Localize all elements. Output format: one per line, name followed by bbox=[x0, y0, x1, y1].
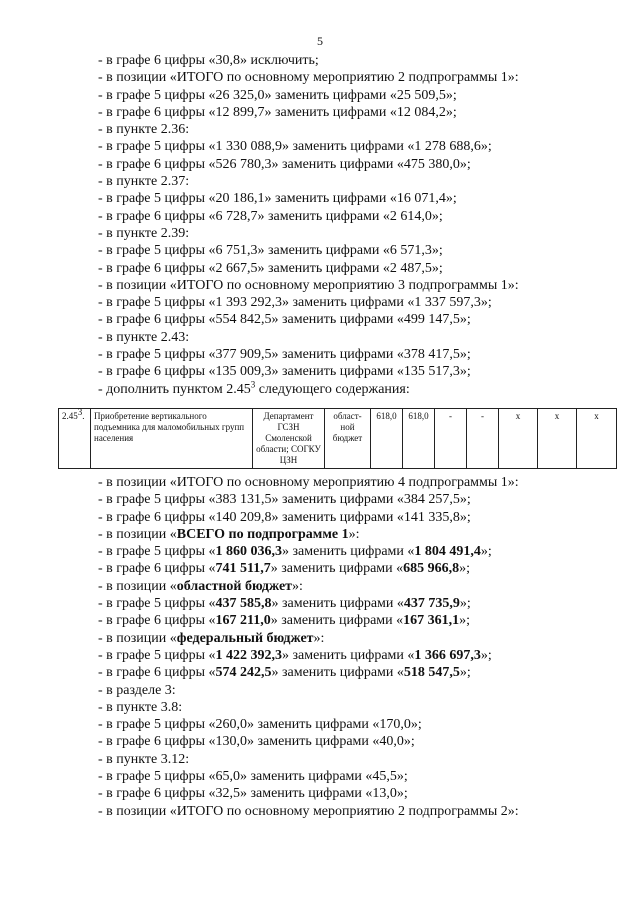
cell-indicator3: x bbox=[577, 409, 617, 469]
text-line: - в позиции «областной бюджет»: bbox=[98, 578, 303, 594]
text-line: - в графе 5 цифры «1 330 088,9» заменить цифрами «1 278 688,6»; bbox=[98, 139, 492, 155]
insert-table bbox=[58, 408, 617, 469]
cell-indicator1: x bbox=[499, 409, 538, 469]
cell-year3: - bbox=[467, 409, 499, 469]
document-body-bottom bbox=[98, 474, 618, 820]
text-line: - в позиции «ИТОГО по основному мероприятию 3 подпрограммы 1»: bbox=[98, 277, 519, 293]
page-number: 5 bbox=[317, 34, 323, 48]
text-line: - в пункте 3.8: bbox=[98, 699, 183, 715]
cell-number: 2.45$^3$. bbox=[59, 409, 91, 469]
superscript: 3 bbox=[250, 378, 256, 389]
text-line: - в графе 6 цифры «30,8» исключить; bbox=[98, 53, 319, 68]
text-line: - в графе 6 цифры «554 842,5» заменить цифрами «499 147,5»; bbox=[98, 312, 471, 328]
text-line: - в графе 6 цифры «135 009,3» заменить цифрами «135 517,3»; bbox=[98, 364, 471, 380]
text-line: - в позиции «федеральный бюджет»: bbox=[98, 630, 325, 646]
text-line: - в позиции «ВСЕГО по подпрограмме 1»: bbox=[98, 526, 360, 542]
text-line: - в графе 6 цифры «741 511,7» заменить цифрами «685 966,8»; bbox=[98, 561, 471, 577]
text-line: - в позиции «ИТОГО по основному мероприятию 4 подпрограммы 1»: bbox=[98, 475, 519, 490]
cell-indicator2: x bbox=[538, 409, 577, 469]
text-line: - в графе 6 цифры «140 209,8» заменить цифрами «141 335,8»; bbox=[98, 509, 471, 525]
text-line: - в графе 6 цифры «130,0» заменить цифрами «40,0»; bbox=[98, 734, 415, 750]
supplement-line bbox=[98, 378, 618, 398]
text-line: - в графе 5 цифры «437 585,8» заменить цифрами «437 735,9»; bbox=[98, 596, 471, 612]
text-line: - в пункте 2.36: bbox=[98, 122, 190, 138]
text-line: - в позиции «ИТОГО по основному мероприятию 2 подпрограммы 1»: bbox=[98, 70, 519, 86]
text-line: - в графе 6 цифры «526 780,3» заменить цифрами «475 380,0»; bbox=[98, 156, 471, 172]
text-line: - в графе 6 цифры «12 899,7» заменить цифрами «12 084,2»; bbox=[98, 104, 457, 120]
text-line: - в пункте 2.43: bbox=[98, 329, 190, 345]
text-line: - в графе 6 цифры «2 667,5» заменить цифрами «2 487,5»; bbox=[98, 260, 443, 276]
supplement-text: - дополнить пунктом 2.45 bbox=[98, 381, 251, 397]
text-line: - в разделе 3: bbox=[98, 682, 176, 698]
text-line: - в пункте 3.12: bbox=[98, 751, 190, 767]
text-line: - в графе 5 цифры «20 186,1» заменить цифрами «16 071,4»; bbox=[98, 191, 457, 207]
text-line: - в графе 5 цифры «383 131,5» заменить цифрами «384 257,5»; bbox=[98, 492, 471, 508]
text-line: - в графе 6 цифры «32,5» заменить цифрами «13,0»; bbox=[98, 786, 408, 802]
text-line: - в графе 6 цифры «167 211,0» заменить цифрами «167 361,1»; bbox=[98, 613, 471, 629]
text-line: - в позиции «ИТОГО по основному мероприятию 2 подпрограммы 2»: bbox=[98, 803, 519, 819]
cell-total: 618,0 bbox=[371, 409, 403, 469]
cell-year2: - bbox=[435, 409, 467, 469]
text-line: - в графе 5 цифры «1 393 292,3» заменить цифрами «1 337 597,3»; bbox=[98, 295, 492, 311]
text-line: - в пункте 2.39: bbox=[98, 225, 190, 241]
cell-source: област-ной бюджет bbox=[325, 409, 371, 469]
cell-year1: 618,0 bbox=[403, 409, 435, 469]
text-line: - в графе 5 цифры «26 325,0» заменить цифрами «25 509,5»; bbox=[98, 87, 457, 103]
text-line: - в графе 5 цифры «1 422 392,3» заменить цифрами «1 366 697,3»; bbox=[98, 647, 492, 663]
text-line: - в графе 5 цифры «65,0» заменить цифрами «45,5»; bbox=[98, 769, 408, 785]
cell-name: Приобретение вертикального подъемника для маломобильных групп населения bbox=[91, 409, 253, 469]
table-row bbox=[59, 409, 617, 469]
text-line: - в графе 5 цифры «260,0» заменить цифрами «170,0»; bbox=[98, 717, 422, 733]
text-line: - в графе 6 цифры «6 728,7» заменить цифрами «2 614,0»; bbox=[98, 208, 443, 224]
text-line: - в графе 5 цифры «6 751,3» заменить цифрами «6 571,3»; bbox=[98, 243, 443, 259]
supplement-text-end: следующего содержания: bbox=[255, 381, 410, 397]
text-line: - в графе 6 цифры «574 242,5» заменить цифрами «518 547,5»; bbox=[98, 665, 471, 681]
text-line: - в графе 5 цифры «1 860 036,3» заменить цифрами «1 804 491,4»; bbox=[98, 544, 492, 560]
cell-executor: Департамент ГСЗН Смоленской области; СОГКУ ЦЗН bbox=[253, 409, 325, 469]
text-line: - в пункте 2.37: bbox=[98, 174, 190, 190]
text-line: - в графе 5 цифры «377 909,5» заменить цифрами «378 417,5»; bbox=[98, 347, 471, 363]
document-body-top bbox=[98, 52, 618, 398]
